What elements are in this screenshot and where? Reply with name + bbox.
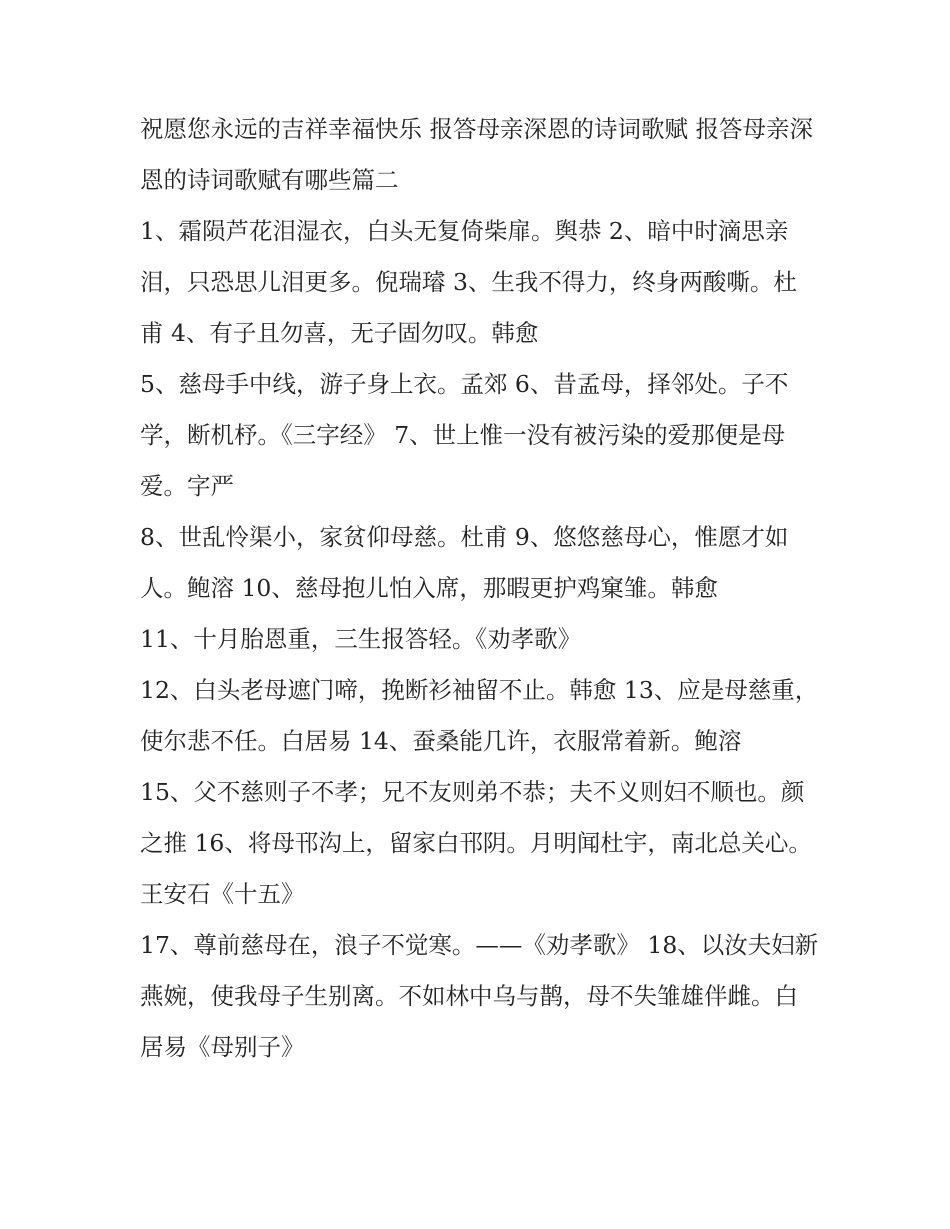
paragraph-intro: 祝愿您永远的吉祥幸福快乐 报答母亲深恩的诗词歌赋 报答母亲深恩的诗词歌赋有哪些篇二	[140, 115, 813, 194]
paragraph-poems-17-18: 17、尊前慈母在，浪子不觉寒。——《劝孝歌》 18、以汝夫妇新燕婉，使我母子生别离。不如林中乌与鹊，母不失雏雄伴雌。白居易《母别子》	[140, 931, 819, 1061]
paragraph-poems-12-14: 12、白头老母遮门啼，挽断衫袖留不止。韩愈 13、应是母慈重，使尔悲不任。白居易 14、蚕桑能几许，衣服常着新。鲍溶	[140, 676, 819, 755]
paragraph-poems-15-16: 15、父不慈则子不孝；兄不友则弟不恭；夫不义则妇不顺也。颜之推 16、将母邗沟上，留家白邗阴。月明闻杜宇，南北总关心。王安石《十五》	[140, 778, 812, 908]
document-body	[140, 104, 820, 1073]
paragraph-poems-1-4: 1、霜陨芦花泪湿衣，白头无复倚柴扉。舆恭 2、暗中时滴思亲泪，只恐思儿泪更多。倪瑞璿 3、生我不得力，终身两酸嘶。杜甫 4、有子且勿喜，无子固勿叹。韩愈	[140, 217, 797, 347]
paragraph-poem-11: 11、十月胎恩重，三生报答轻。《劝孝歌》	[140, 625, 582, 653]
paragraph-poems-8-10: 8、世乱怜渠小，家贫仰母慈。杜甫 9、悠悠慈母心，惟愿才如人。鲍溶 10、慈母抱儿怕入席，那暇更护鸡窠雏。韩愈	[140, 523, 789, 602]
paragraph-poems-5-7: 5、慈母手中线，游子身上衣。孟郊 6、昔孟母，择邻处。子不学，断机杼。《三字经》 7、世上惟一没有被污染的爱那便是母爱。字严	[140, 370, 789, 500]
